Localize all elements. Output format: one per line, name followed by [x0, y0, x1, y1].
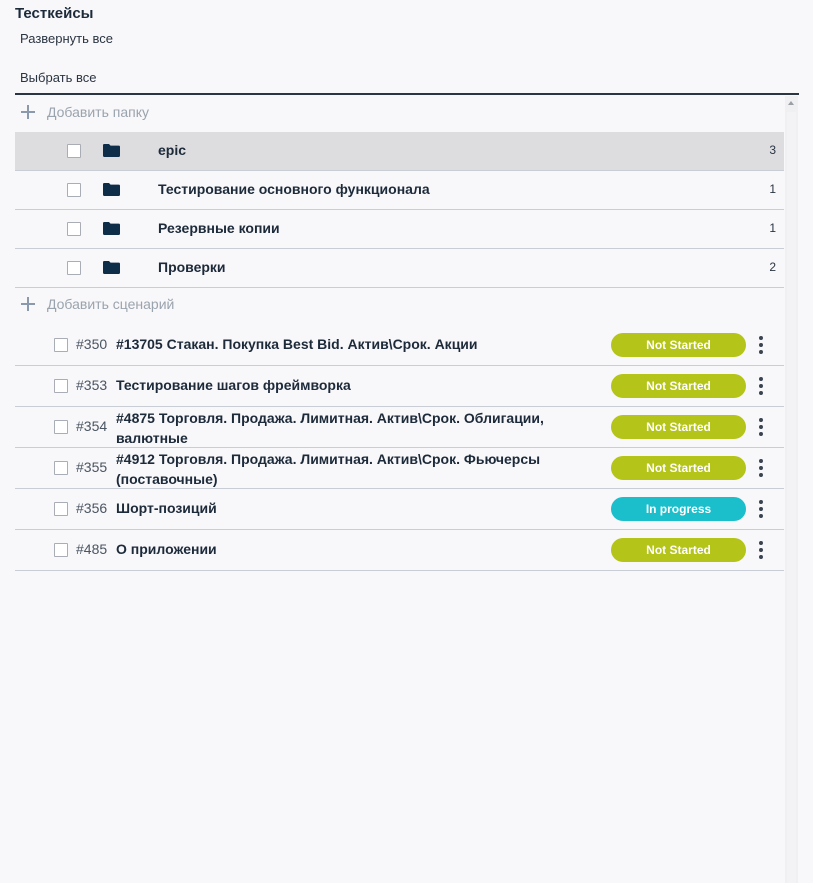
- add-folder-button[interactable]: [15, 97, 785, 127]
- status-badge[interactable]: In progress: [611, 497, 746, 521]
- case-checkbox[interactable]: [54, 543, 68, 557]
- case-title[interactable]: #4912 Торговля. Продажа. Лимитная. Актив\Срок. Фьючерсы (поставочные): [116, 451, 541, 487]
- case-row[interactable]: [15, 448, 784, 489]
- case-title[interactable]: Шорт-позиций: [116, 500, 217, 516]
- case-title[interactable]: #13705 Стакан. Покупка Best Bid. Актив\Срок. Акции: [116, 336, 478, 352]
- folder-name: Тестирование основного функционала: [158, 181, 430, 197]
- plus-icon: [21, 297, 35, 311]
- case-row[interactable]: [15, 489, 784, 530]
- folder-name: Резервные копии: [158, 220, 280, 236]
- status-badge[interactable]: Not Started: [611, 456, 746, 480]
- folder-checkbox[interactable]: [67, 144, 81, 158]
- folder-row[interactable]: [15, 249, 784, 288]
- folder-checkbox[interactable]: [67, 261, 81, 275]
- more-options-icon[interactable]: [752, 496, 770, 522]
- add-folder-label: Добавить папку: [47, 104, 149, 120]
- status-badge[interactable]: Not Started: [611, 374, 746, 398]
- folder-name: Проверки: [158, 259, 226, 275]
- expand-all-link[interactable]: Развернуть все: [20, 31, 114, 46]
- header-divider: [15, 93, 799, 95]
- case-checkbox[interactable]: [54, 338, 68, 352]
- case-number: #355: [76, 459, 108, 475]
- case-row[interactable]: [15, 366, 784, 407]
- case-checkbox[interactable]: [54, 502, 68, 516]
- folder-icon: [103, 261, 120, 274]
- folder-icon: [103, 144, 120, 157]
- folder-name: epic: [158, 142, 187, 158]
- scrollbar-thumb[interactable]: [787, 112, 796, 883]
- case-number: #485: [76, 541, 108, 557]
- case-row[interactable]: [15, 530, 784, 571]
- folder-row[interactable]: [15, 132, 784, 171]
- case-checkbox[interactable]: [54, 461, 68, 475]
- case-checkbox[interactable]: [54, 420, 68, 434]
- folder-checkbox[interactable]: [67, 183, 81, 197]
- case-checkbox[interactable]: [54, 379, 68, 393]
- folder-icon: [103, 183, 120, 196]
- case-title[interactable]: #4875 Торговля. Продажа. Лимитная. Актив\Срок. Облигации, валютные: [116, 410, 544, 446]
- add-scenario-label: Добавить сценарий: [47, 296, 175, 312]
- page-title: Тесткейсы: [15, 5, 94, 22]
- case-number: #353: [76, 377, 108, 393]
- status-badge[interactable]: Not Started: [611, 333, 746, 357]
- case-number: #354: [76, 418, 108, 434]
- case-row[interactable]: [15, 407, 784, 448]
- folder-checkbox[interactable]: [67, 222, 81, 236]
- folder-count: 1: [769, 221, 776, 235]
- folder-count: 3: [769, 143, 776, 157]
- case-title[interactable]: Тестирование шагов фреймворка: [116, 377, 351, 393]
- case-row[interactable]: [15, 325, 784, 366]
- more-options-icon[interactable]: [752, 455, 770, 481]
- more-options-icon[interactable]: [752, 537, 770, 563]
- folder-count: 2: [769, 260, 776, 274]
- more-options-icon[interactable]: [752, 414, 770, 440]
- case-number: #350: [76, 336, 108, 352]
- folder-row[interactable]: [15, 210, 784, 249]
- folder-row[interactable]: [15, 171, 784, 210]
- status-badge[interactable]: Not Started: [611, 415, 746, 439]
- scroll-up-arrow-icon[interactable]: [785, 97, 798, 109]
- status-badge[interactable]: Not Started: [611, 538, 746, 562]
- more-options-icon[interactable]: [752, 332, 770, 358]
- case-title[interactable]: О приложении: [116, 541, 217, 557]
- folder-icon: [103, 222, 120, 235]
- more-options-icon[interactable]: [752, 373, 770, 399]
- folder-count: 1: [769, 182, 776, 196]
- add-scenario-button[interactable]: [15, 289, 785, 319]
- plus-icon: [21, 105, 35, 119]
- case-number: #356: [76, 500, 108, 516]
- select-all-link[interactable]: Выбрать все: [20, 70, 97, 85]
